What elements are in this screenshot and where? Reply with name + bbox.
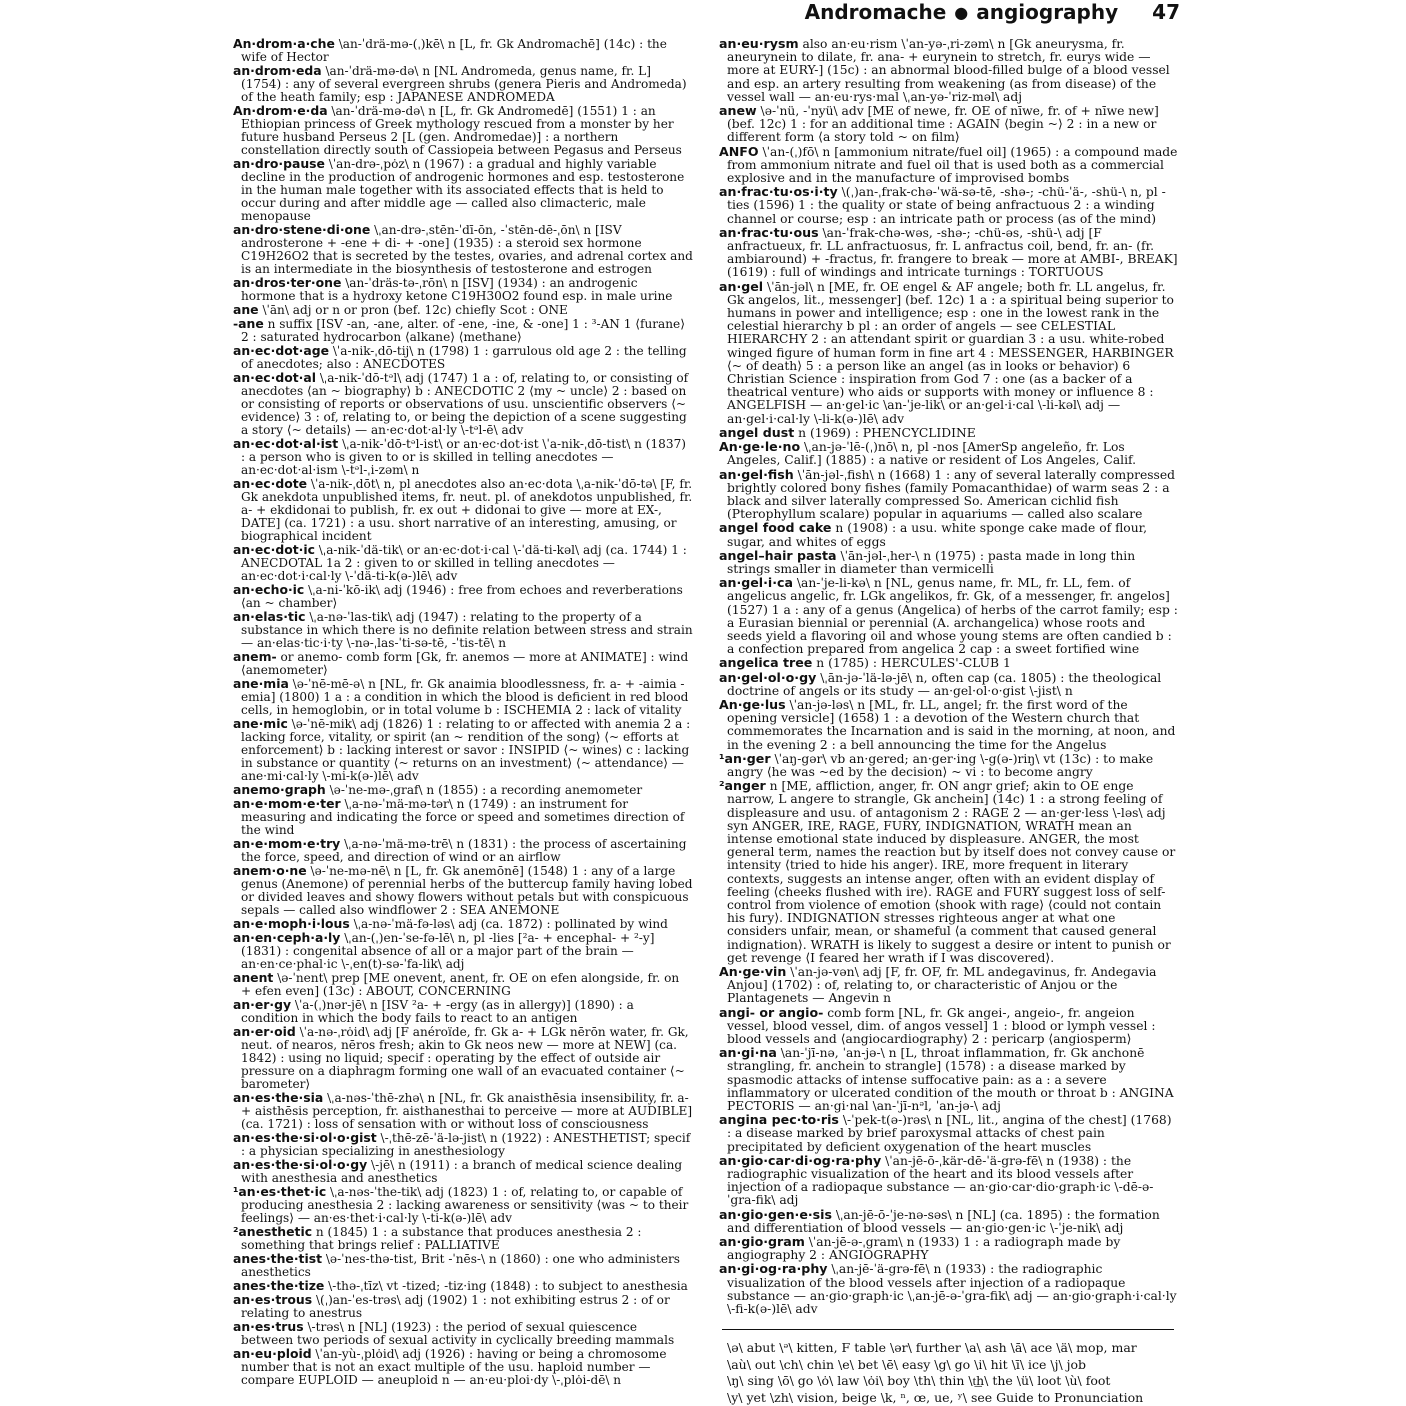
guide-word-last: angiography bbox=[976, 0, 1119, 24]
definition-text: \ˈan-jə-vən\ adj [F, fr. OF, fr. ML andegavinus, fr. Andegavia Anjou] (1702) : of, relating to, or characteristic of Anjou or the Plantagenets — Angevin n bbox=[727, 965, 1157, 1006]
headword: anem·o·ne bbox=[233, 863, 307, 878]
dictionary-entry bbox=[233, 276, 693, 303]
definition-text: \ˌa-nə-ˈmä-mə-trē\ n (1831) : the process of ascertaining the force, speed, and direction of wind or an airflow bbox=[241, 837, 687, 864]
definition-text: \ˈan-jē-ə-ˌgram\ n (1933) 1 : a radiograph made by angiography 2 : ANGIOGRAPHY bbox=[727, 1235, 1121, 1263]
pronunciation-key-rule bbox=[722, 1329, 1174, 1330]
headword: an·gel bbox=[719, 278, 764, 294]
dictionary-entry bbox=[233, 583, 693, 610]
dictionary-entry bbox=[719, 752, 1179, 779]
definition-text: \ə-ˈnes-thə-tist, Brit -ˈnēs-\ n (1860) : one who administers anesthetics bbox=[241, 1252, 681, 1279]
headword: an·eu·rysm bbox=[719, 37, 799, 51]
pronunciation-key-line: \ŋ\ sing \ō\ go \ȯ\ law \ȯi\ boy \th\ thin \t͟h\ the \ü\ loot \ù\ foot bbox=[727, 1373, 1111, 1389]
definition-text: \an-ˈjī-nə, ˈan-jə-\ n [L, throat inflammation, fr. Gk anchonē strangling, fr. anchein to strangle] (1578) : a disease marked by spasmodic attacks of intense suffocative pain: as a : a severe inflammatory or ulcerated condition of the mouth or throat b : ANGINA PECTORIS — an·gi·nal \an-ˈjī-nᵊl, ˈan-jə-\ adj bbox=[727, 1046, 1174, 1114]
definition-text: \-jē\ n (1911) : a branch of medical science dealing with anesthesia and anesthetics bbox=[241, 1158, 683, 1185]
dictionary-entry bbox=[719, 185, 1179, 226]
headword: an·e·mom·e·ter bbox=[233, 796, 341, 811]
definition-text: \ə-ˈne-mə-nē\ n [L, fr. Gk anemōnē] (1548) 1 : any of a large genus (Anemone) of perennial herbs of the buttercup family having lobed or divided leaves and showy flowers without petals but with conspicuous sepals — called also windflower 2 : SEA ANEMONE bbox=[241, 864, 693, 917]
definition-text: \ˈān-jəl-ˌher-\ n (1975) : pasta made in long thin strings smaller in diameter than vermicelli bbox=[727, 548, 1136, 576]
definition-text: \-ˌthē-zē-ˈä-lə-jist\ n (1922) : ANESTHETIST; specif : a physician specializing in anesthesiology bbox=[241, 1131, 691, 1158]
headword: an·eu·ploid bbox=[233, 1346, 312, 1361]
headword: anes·the·tist bbox=[233, 1251, 322, 1266]
definition-text: \ˈan-yù-ˌplȯid\ adj (1926) : having or being a chromosome number that is not an exact multiple of the usu. haploid number — compare EUPLOID — aneuploid n — an·eu·ploi·dy \-ˌplȯi-dē\ n bbox=[241, 1347, 667, 1387]
headword: an·gio·gram bbox=[719, 1234, 805, 1250]
definition-text: \-trəs\ n [NL] (1923) : the period of sexual quiescence between two periods of sexual activity in cyclically breeding mammals bbox=[241, 1320, 675, 1347]
dictionary-entry bbox=[233, 864, 693, 917]
headword: an·dro·pause bbox=[233, 156, 325, 171]
headword: An·ge·vin bbox=[719, 964, 787, 980]
dictionary-entry bbox=[719, 1235, 1179, 1262]
dictionary-entry bbox=[719, 280, 1179, 426]
headword: an·gio·gen·e·sis bbox=[719, 1206, 832, 1222]
definition-text: \ˌan-drə-ˌstēn-ˈdī-ōn, -ˈstēn-dē-ˌōn\ n [ISV androsterone + -ene + di- + -one] (1935) : a steroid sex hormone C19H26O2 that is secreted by the testes, ovaries, and adrenal cortex and is an intermediate in the biosynthesis of testosterone and estrogen bbox=[241, 223, 693, 276]
headword: an·dro·stene·di·one bbox=[233, 222, 371, 237]
definition-text: or anemo- comb form [Gk, fr. anemos — more at ANIMATE] : wind ⟨anemometer⟩ bbox=[241, 650, 689, 677]
headword: anem- bbox=[233, 649, 277, 664]
definition-text: \ˌa-ni-ˈkō-ik\ adj (1946) : free from echoes and reverberations ⟨an ~ chamber⟩ bbox=[241, 583, 683, 610]
dictionary-entry bbox=[233, 437, 693, 477]
dictionary-entry bbox=[233, 837, 693, 864]
definition-text: \ə-ˈne-mə-ˌgraf\ n (1855) : a recording anemometer bbox=[325, 783, 643, 797]
headword: anew bbox=[719, 103, 757, 119]
headword: an·es·the·si·ol·o·gy bbox=[233, 1157, 368, 1172]
dictionary-entry bbox=[719, 965, 1179, 1006]
dictionary-entry bbox=[233, 783, 693, 797]
headword: an·drom·eda bbox=[233, 63, 322, 78]
definition-text: comb form [NL, fr. Gk angei-, angeio-, fr. angeion vessel, blood vessel, dim. of angos vessel] 1 : blood or lymph vessel : blood vessels and ⟨angiocardiography⟩ 2 : pericarp ⟨angiosperm⟩ bbox=[727, 1005, 1156, 1047]
headword: an·gi·og·ra·phy bbox=[719, 1261, 828, 1277]
dictionary-entry bbox=[719, 1046, 1179, 1113]
definition-text: \ə-ˈnent\ prep [ME onevent, anent, fr. OE on efen alongside, fr. on + efen even] (13c) : ABOUT, CONCERNING bbox=[241, 971, 680, 998]
headword: an·gel·fish bbox=[719, 466, 794, 482]
definition-text: \an-ˈdräs-tə-ˌrōn\ n [ISV] (1934) : an androgenic hormone that is a hydroxy ketone C19H30O2 found esp. in male urine bbox=[241, 276, 673, 303]
dictionary-entry bbox=[233, 998, 693, 1025]
headword: angel–hair pasta bbox=[719, 547, 837, 563]
definition-text: \ˈan-(ˌ)fō\ n [ammonium nitrate/fuel oil] (1965) : a compound made from ammonium nitrate and fuel oil that is used both as a commercial explosive and in the manufacture of improvised bombs bbox=[727, 144, 1178, 186]
dictionary-entry bbox=[719, 1154, 1179, 1208]
dictionary-entry bbox=[233, 371, 693, 437]
dictionary-entry bbox=[233, 1279, 693, 1293]
headword: an·en·ceph·a·ly bbox=[233, 930, 341, 945]
dictionary-entry bbox=[233, 677, 693, 717]
dictionary-entry bbox=[719, 549, 1179, 576]
definition-text: \ˈa-(ˌ)nər-jē\ n [ISV ²a- + -ergy (as in allergy)] (1890) : a condition in which the body fails to react to an antigen bbox=[241, 998, 634, 1025]
headword: an·es·trous bbox=[233, 1292, 313, 1307]
headword: anes·the·tize bbox=[233, 1278, 325, 1293]
headword: an·er·oid bbox=[233, 1024, 296, 1039]
definition-text: \ˌa-nik-ˈdä-tik\ or an·ec·dot·i·cal \-ˈdä-ti-kəl\ adj (ca. 1744) 1 : ANECDOTAL 1a 2 : given to or skilled in telling anecdotes — an·ec·dot·i·cal·ly \-ˈdä-ti-k(ə-)lē\ adv bbox=[241, 543, 687, 583]
definition-text: n (1845) 1 : a substance that produces anesthesia 2 : something that brings relief : PALLIATIVE bbox=[241, 1225, 642, 1252]
headword: an·es·trus bbox=[233, 1319, 304, 1334]
headword: an·gio·car·di·og·ra·phy bbox=[719, 1152, 882, 1168]
dictionary-entry bbox=[233, 797, 693, 837]
headword: an·es·the·sia bbox=[233, 1090, 324, 1105]
definition-text: \ˌa-nik-ˈdō-tᵊl-ist\ or an·ec·dot·ist \ˈa-nik-ˌdō-tist\ n (1837) : a person who is given to or is skilled in telling anecdotes — an·ec·dot·al·ism \-tᵊl-ˌi-zəm\ n bbox=[241, 437, 686, 477]
pronunciation-key bbox=[727, 1340, 1177, 1406]
dictionary-entry bbox=[719, 440, 1179, 467]
guide-word-first: Andromache bbox=[804, 0, 947, 24]
headword: angelica tree bbox=[719, 655, 813, 671]
dictionary-entry bbox=[719, 1113, 1179, 1154]
headword: an·es·the·si·ol·o·gist bbox=[233, 1130, 377, 1145]
dictionary-entry bbox=[719, 1262, 1179, 1316]
definition-text: n (1785) : HERCULES'-CLUB 1 bbox=[812, 656, 1011, 671]
dictionary-entry bbox=[719, 698, 1179, 752]
dictionary-entry bbox=[233, 543, 693, 583]
headword: anent bbox=[233, 970, 274, 985]
dictionary-entry bbox=[233, 1225, 693, 1252]
dictionary-entry bbox=[719, 671, 1179, 698]
dictionary-entry bbox=[233, 344, 693, 371]
headword: -ane bbox=[233, 316, 264, 331]
dictionary-entry bbox=[233, 317, 693, 344]
dictionary-entry bbox=[233, 1131, 693, 1158]
dictionary-entry bbox=[233, 917, 693, 931]
definition-text: \ˈa-nə-ˌrȯid\ adj [F anéroïde, fr. Gk a- + LGk nērōn water, fr. Gk, neut. of nearos, nēros fresh; akin to Gk neos new — more at NEW] (ca. 1842) : using no liquid; specif : operating by the effect of outside air pressure on a diaphragm forming one wall of an evacuated container ⟨~ barometer⟩ bbox=[241, 1025, 689, 1091]
dictionary-entry bbox=[233, 1091, 693, 1131]
pronunciation-key-line: \aù\ out \ch\ chin \e\ bet \ē\ easy \g\ go \i\ hit \ī\ ice \j\ job bbox=[727, 1356, 1087, 1372]
headword: angi- or angio- bbox=[719, 1004, 824, 1020]
dictionary-entry bbox=[233, 223, 693, 276]
dictionary-entry bbox=[233, 1252, 693, 1279]
dictionary-entry bbox=[719, 779, 1179, 965]
definition-text: \ˌan-jē-ō-ˈje-nə-səs\ n [NL] (ca. 1895) : the formation and differentiation of blood vessels — an·gio·gen·ic \-ˈje-nik\ adj bbox=[727, 1207, 1160, 1235]
dictionary-entry bbox=[233, 971, 693, 998]
dictionary-entry bbox=[719, 226, 1179, 280]
headword: ²anesthetic bbox=[233, 1224, 313, 1239]
definition-text: \ˈan-jə-ləs\ n [ML, fr. LL, angel; fr. the first word of the opening versicle] (1658) 1 : a devotion of the Western church that commemorates the Incarnation and is said in the morning, at noon, and in the evening 2 : a bell announcing the time for the Angelus bbox=[727, 697, 1176, 752]
headword: an·ec·dote bbox=[233, 476, 308, 491]
dictionary-entry bbox=[233, 303, 693, 317]
definition-text: \ˌān-jə-ˈlä-lə-jē\ n, often cap (ca. 1805) : the theological doctrine of angels or its study — an·gel·ol·o·gist \-jist\ n bbox=[727, 670, 1162, 698]
dictionary-entry bbox=[719, 1006, 1179, 1047]
definition-text: \(ˌ)an-ˈes-trəs\ adj (1902) 1 : not exhibiting estrus 2 : of or relating to anestrus bbox=[241, 1293, 670, 1320]
headword: an·echo·ic bbox=[233, 582, 305, 597]
headword: An·drom·a·che bbox=[233, 36, 335, 51]
dictionary-entry bbox=[233, 1320, 693, 1347]
definition-text: \ˈan-jē-ō-ˌkär-dē-ˈä-grə-fē\ n (1938) : the radiographic visualization of the heart and its blood vessels after injection of a radiopaque substance — an·gio·car·dio·graph·ic \-dē-ə-ˈgra-fik\ adj bbox=[727, 1153, 1154, 1208]
headword: an·ec·dot·al bbox=[233, 370, 316, 385]
dictionary-entry bbox=[233, 650, 693, 677]
bullet-separator: ● bbox=[954, 2, 969, 22]
definition-text: \ə-ˈnü, -ˈnyü\ adv [ME of newe, fr. OE of nīwe, fr. of + nīwe new] (bef. 12c) 1 : for an additional time : AGAIN ⟨begin ~⟩ 2 : in a new or different form ⟨a story told ~ on film⟩ bbox=[727, 104, 1159, 145]
running-head bbox=[560, 0, 1180, 24]
definition-text: \ˌan-jē-ˈä-grə-fē\ n (1933) : the radiographic visualization of the blood vessels after injection of a radiopaque substance — an·gio·graph·ic \ˌan-jē-ə-ˈgra-fik\ adj — an·gio·graph·i·cal·ly \-fi-k(ə-)lē\ adv bbox=[727, 1262, 1177, 1317]
headword: angel dust bbox=[719, 424, 795, 440]
headword: anemo·graph bbox=[233, 782, 326, 797]
headword: An·ge·le·no bbox=[719, 439, 801, 455]
definition-text: n suffix [ISV -an, -ane, alter. of -ene, -ine, & -one] 1 : ³-AN 1 ⟨furane⟩ 2 : saturated hydrocarbon ⟨alkane⟩ ⟨methane⟩ bbox=[241, 317, 685, 344]
headword: angel food cake bbox=[719, 520, 832, 536]
dictionary-entry bbox=[719, 426, 1179, 440]
dictionary-entry bbox=[719, 521, 1179, 548]
headword: an·e·moph·i·lous bbox=[233, 916, 350, 931]
pronunciation-key-line: \y\ yet \zh\ vision, beige \k, ⁿ, œ, ue, ʸ\ see Guide to Pronunciation bbox=[727, 1389, 1144, 1405]
dictionary-entry bbox=[233, 64, 693, 104]
dictionary-entry bbox=[233, 1185, 693, 1225]
definition-text: \ˈa-nik-ˌdō-tij\ n (1798) 1 : garrulous old age 2 : the telling of anecdotes; also : ANECDOTES bbox=[241, 344, 687, 371]
definition-text: \ˈān-jəl-ˌfish\ n (1668) 1 : any of several laterally compressed brightly colored bony fishes (family Pomacanthidae) of warm seas 2 : a black and silver laterally compressed So. American cichlid fish (Pterophyllum scalare) popular in aquariums — called also scalare bbox=[727, 467, 1175, 522]
headword: ane·mia bbox=[233, 676, 289, 691]
dictionary-entry bbox=[719, 145, 1179, 186]
definition-text: n (1969) : PHENCYCLIDINE bbox=[794, 425, 976, 440]
definition-text: \ˌan-jə-ˈlē-(ˌ)nō\ n, pl -nos [AmerSp angeleño, fr. Los Angeles, Calif.] (1885) : a native or resident of Los Angeles, Calif. bbox=[727, 440, 1137, 468]
headword: an·ec·dot·al·ist bbox=[233, 436, 339, 451]
headword: an·elas·tic bbox=[233, 609, 306, 624]
definition-text: \-thə-ˌtīz\ vt -tized; -tiz·ing (1848) : to subject to anesthesia bbox=[324, 1279, 688, 1293]
headword: an·gel·ol·o·gy bbox=[719, 669, 817, 685]
definition-text: \ˌa-nəs-ˈthe-tik\ adj (1823) 1 : of, relating to, or capable of producing anesthesia 2 : lacking awareness or sensitivity ⟨was ~ to their feelings⟩ — an·es·thet·i·cal·ly \-ti-k(ə-)lē\ adv bbox=[241, 1185, 689, 1225]
dictionary-entry bbox=[719, 656, 1179, 670]
dictionary-entry bbox=[233, 104, 693, 157]
definition-text: \ˈān-jəl\ n [ME, fr. OE engel & AF angele; both fr. LL angelus, fr. Gk angelos, lit., messenger] (bef. 12c) 1 a : a spiritual being superior to humans in power and intelligence; esp : one in the lowest rank in the celestial hierarchy b pl : an order of angels — see CELESTIAL HIERARCHY 2 : an attendant spirit or guardian 3 : a usu. white-robed winged figure of human form in fine art 4 : MESSENGER, HARBINGER ⟨~ of death⟩ 5 : a person like an angel (as in looks or behavior) 6 Christian Science : inspiration from God 7 : one (as a backer of a theatrical venture) who aids or supports with money or influence 8 : ANGELFISH — an·gel·ic \an-ˈje-lik\ or an·gel·i·cal \-li-kəl\ adj — an·gel·i·cal·ly \-li-k(ə-)lē\ adv bbox=[727, 279, 1174, 426]
dictionary-entry bbox=[719, 37, 1179, 104]
dictionary-entry bbox=[233, 1025, 693, 1091]
headword: ²anger bbox=[719, 778, 766, 794]
headword: an·frac·tu·ous bbox=[719, 224, 819, 240]
headword: an·frac·tu·os·i·ty bbox=[719, 184, 838, 200]
definition-text: \ə-ˈnē-mik\ adj (1826) 1 : relating to or affected with anemia 2 a : lacking force, vitality, or spirit ⟨an ~ rendition of the song⟩ ⟨~ efforts at enforcement⟩ b : lacking interest or savor : INSIPID ⟨~ wines⟩ c : lacking in substance or quantity ⟨~ returns on an investment⟩ ⟨~ attendance⟩ — ane·mi·cal·ly \-mi-k(ə-)lē\ adv bbox=[241, 717, 691, 783]
dictionary-entry bbox=[719, 1208, 1179, 1235]
definition-text: \ˌa-nəs-ˈthē-zhə\ n [NL, fr. Gk anaisthēsia insensibility, fr. a- + aisthēsis perception, fr. aisthanesthai to perceive — more at AUDIBLE] (ca. 1721) : loss of sensation with or without loss of consciousness bbox=[241, 1091, 693, 1131]
definition-text: \ˌa-nə-ˈmä-mə-tər\ n (1749) : an instrument for measuring and indicating the force or speed and sometimes direction of the wind bbox=[241, 797, 685, 837]
dictionary-entry bbox=[233, 477, 693, 543]
headword: ANFO bbox=[719, 143, 759, 159]
definition-text: n (1908) : a usu. white sponge cake made of flour, sugar, and whites of eggs bbox=[727, 521, 1148, 549]
definition-text: \ˌa-nə-ˈlas-tik\ adj (1947) : relating to the property of a substance in which there is no definite relation between stress and strain — an·elas·tic·i·ty \-nə-ˌlas-ˈti-sə-tē, -ˈtis-tē\ n bbox=[241, 610, 693, 650]
pronunciation-key-line: \ə\ abut \ᵊ\ kitten, F table \ər\ further \a\ ash \ā\ ace \ä\ mop, mar bbox=[727, 1340, 1137, 1355]
dictionary-entry bbox=[233, 717, 693, 783]
right-column bbox=[719, 37, 1179, 1319]
definition-text: \ˈaŋ-gər\ vb an·gered; an·ger·ing \-g(ə-)riŋ\ vt (13c) : to make angry ⟨he was ~ed by the decision⟩ ~ vi : to become angry bbox=[727, 751, 1154, 779]
definition-text: \ə-ˈnē-mē-ə\ n [NL, fr. Gk anaimia bloodlessness, fr. a- + -aimia -emia] (1800) 1 a : a condition in which the blood is deficient in red blood cells, in hemoglobin, or in total volume b : ISCHEMIA 2 : lack of vitality bbox=[241, 677, 689, 717]
headword: an·er·gy bbox=[233, 997, 292, 1012]
definition-text: \ˈān\ adj or n or pron (bef. 12c) chiefly Scot : ONE bbox=[258, 303, 568, 317]
definition-text: \(ˌ)an-ˌfrak-chə-ˈwä-sə-tē, -shə-; -chü-ˈä-, -shü-\ n, pl -ties (1596) 1 : the quality or state of being anfractuous 2 : a winding channel or course; esp : an intricate path or process (as of the mind) bbox=[727, 185, 1166, 226]
definition-text: \-ˈpek-t(ə-)rəs\ n [NL, lit., angina of the chest] (1768) : a disease marked by brief paroxysmal attacks of chest pain precipitated by deficient oxygenation of the heart muscles bbox=[727, 1113, 1172, 1154]
dictionary-entry bbox=[233, 931, 693, 971]
definition-text: \ˌa-nə-ˈmä-fə-ləs\ adj (ca. 1872) : pollinated by wind bbox=[349, 917, 668, 931]
definition-text: \ˈan-drə-ˌpȯz\ n (1967) : a gradual and highly variable decline in the production of androgenic hormones and esp. testosterone in the human male together with its associated effects that is held to occur during and after middle age — called also climacteric, male menopause bbox=[241, 157, 685, 223]
headword: an·ec·dot·age bbox=[233, 343, 329, 358]
definition-text: \an-ˈdrä-mə-də\ n [NL Andromeda, genus name, fr. L] (1754) : any of several evergreen shrubs (genera Pieris and Andromeda) of the heath family; esp : JAPANESE ANDROMEDA bbox=[241, 64, 687, 104]
dictionary-entry bbox=[233, 37, 693, 64]
headword: ane·mic bbox=[233, 716, 288, 731]
headword: angina pec·to·ris bbox=[719, 1112, 839, 1128]
dictionary-entry bbox=[719, 468, 1179, 522]
dictionary-entry bbox=[233, 157, 693, 223]
dictionary-entry bbox=[233, 1347, 693, 1387]
definition-text: \an-ˈdrä-mə-(ˌ)kē\ n [L, fr. Gk Andromachē] (14c) : the wife of Hector bbox=[241, 37, 667, 64]
definition-text: n [ME, affliction, anger, fr. ON angr grief; akin to OE enge narrow, L angere to strangle, Gk anchein] (14c) 1 : a strong feeling of displeasure and usu. of antagonism 2 : RAGE 2 — an·ger·less \-ləs\ adj syn ANGER, IRE, RAGE, FURY, INDIGNATION, WRATH mean an intense emotional state induced by displeasure. ANGER, the most general term, names the reaction but by itself does not convey cause or intensity ⟨tried to hide his anger⟩. IRE, more frequent in literary contexts, suggests an intense anger, often with an evident display of feeling ⟨cheeks flushed with ire⟩. RAGE and FURY suggest loss of self-control from violence of emotion ⟨shook with rage⟩ ⟨could not contain his fury⟩. INDIGNATION stresses righteous anger at what one considers unfair, mean, or shameful ⟨a comment that caused general indignation⟩. WRATH is likely to suggest a desire or intent to punish or get revenge ⟨I feared her wrath if I was discovered⟩. bbox=[727, 779, 1176, 965]
headword: an·gi·na bbox=[719, 1045, 777, 1061]
headword: an·dros·ter·one bbox=[233, 275, 342, 290]
dictionary-entry bbox=[719, 104, 1179, 145]
dictionary-entry bbox=[233, 610, 693, 650]
headword: ¹an·ger bbox=[719, 750, 771, 766]
headword: an·ec·dot·ic bbox=[233, 542, 315, 557]
headword: an·gel·i·ca bbox=[719, 575, 793, 591]
definition-text: \ˌa-nik-ˈdō-tᵊl\ adj (1747) 1 a : of, relating to, or consisting of anecdotes ⟨an ~ biography⟩ b : ANECDOTIC 2 ⟨my ~ uncle⟩ 2 : based on or consisting of reports or observations of usu. unscientific observers ⟨~ evidence⟩ 3 : of, relating to, or being the depiction of a scene suggesting a story ⟨~ details⟩ — an·ec·dot·al·ly \-tᵊl-ē\ adv bbox=[241, 371, 689, 437]
definition-text: \ˌan-(ˌ)en-ˈse-fə-lē\ n, pl -lies [²a- + encephal- + ²-y] (1831) : congenital absence of all or a major part of the brain — an·en·ce·phal·ic \-ˌen(t)-sə-ˈfa-lik\ adj bbox=[241, 931, 655, 971]
definition-text: \ˈa-nik-ˌdōt\ n, pl anecdotes also an·ec·dota \ˌa-nik-ˈdō-tə\ [F, fr. Gk anekdota unpublished items, fr. neut. pl. of anekdotos unpublished, fr. a- + ekdidonai to publish, fr. ex out + didonai to give — more at EX-, DATE] (ca. 1721) : a usu. short narrative of an interesting, amusing, or biographical incident bbox=[241, 477, 693, 543]
definition-text: also an·eu·rism \ˈan-yə-ˌri-zəm\ n [Gk aneurysma, fr. aneurynein to dilate, fr. ana- + eurynein to stretch, fr. eurys wide — more at EURY-] (15c) : an abnormal blood-filled bulge of a blood vessel and esp. an artery resulting from weakening (as from disease) of the vessel wall — an·eu·rys·mal \ˌan-yə-ˈriz-məl\ adj bbox=[727, 37, 1170, 104]
headword: An·drom·e·da bbox=[233, 103, 328, 118]
definition-text: \an-ˈfrak-chə-wəs, -shə-; -chü-əs, -shü-\ adj [F anfractueux, fr. LL anfractuosus, fr. L anfractus coil, bend, fr. an- (fr. ambiaround) + -fractus, fr. frangere to break — more at AMBI-, BREAK] (1619) : full of windings and intricate turnings : TORTUOUS bbox=[727, 225, 1178, 280]
dictionary-entry bbox=[233, 1293, 693, 1320]
dictionary-entry bbox=[233, 1158, 693, 1185]
dictionary-entry bbox=[719, 576, 1179, 656]
headword: An·ge·lus bbox=[719, 696, 786, 712]
definition-text: \an-ˈje-li-kə\ n [NL, genus name, fr. ML, fr. LL, fem. of angelicus angelic, fr. LGk angelikos, fr. Gk, of a messenger, fr. angelos] (1527) 1 a : any of a genus (Angelica) of herbs of the carrot family; esp : a Eurasian biennial or perennial (A. archangelica) whose roots and seeds yield a flavoring oil and whose young stems are often candied b : a confection prepared from angelica 2 cap : a sweet fortified wine bbox=[727, 576, 1178, 657]
definition-text: \an-ˈdrä-mə-də\ n [L, fr. Gk Andromedē] (1551) 1 : an Ethiopian princess of Greek mythology rescued from a monster by her future husband Perseus 2 [L (gen. Andromedae)] : a northern constellation directly south of Cassiopeia between Pegasus and Perseus bbox=[241, 104, 682, 157]
headword: ¹an·es·thet·ic bbox=[233, 1184, 327, 1199]
page-number: 47 bbox=[1152, 0, 1180, 24]
left-column bbox=[233, 37, 693, 1387]
headword: ane bbox=[233, 302, 259, 317]
headword: an·e·mom·e·try bbox=[233, 836, 341, 851]
